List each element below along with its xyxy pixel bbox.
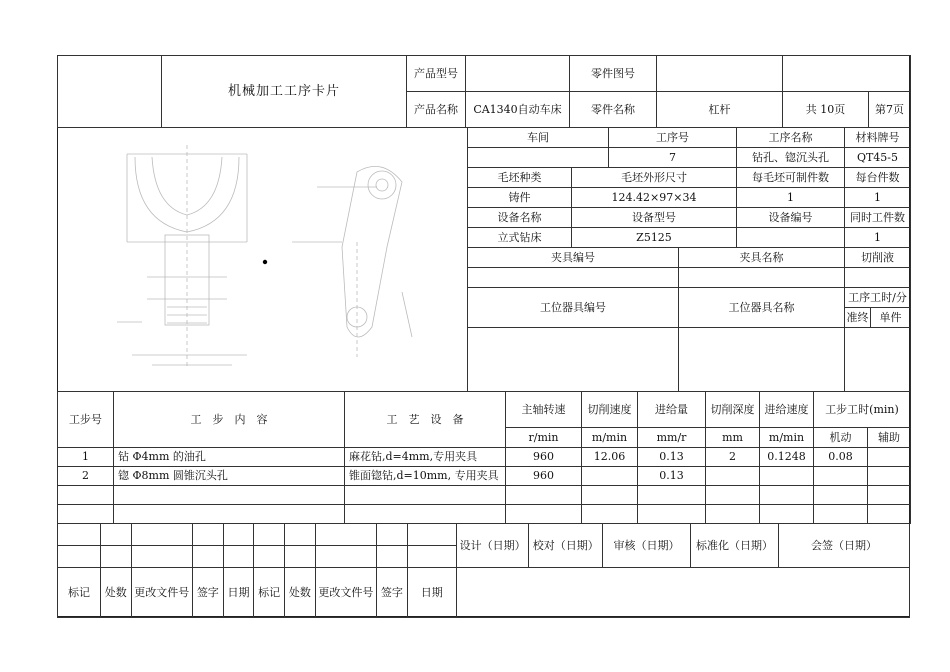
product-model-value <box>466 56 570 92</box>
logo-cell <box>58 56 162 128</box>
step-content: 锪 Φ8mm 圆锥沉头孔 <box>114 467 345 486</box>
equipment-name-label: 设备名称 <box>468 208 572 228</box>
table-row <box>58 486 911 505</box>
fixture-no-label: 夹具编号 <box>468 248 679 268</box>
machine-time-label: 机动 <box>814 428 868 448</box>
part-sketch <box>57 127 467 391</box>
review-date: 审核（日期） <box>603 524 691 568</box>
per-machine-label: 每台件数 <box>845 168 911 188</box>
steps-table <box>57 391 911 524</box>
signoff-blank <box>456 568 909 618</box>
equipment-model-label: 设备型号 <box>572 208 737 228</box>
feed-speed-unit: m/min <box>760 428 814 448</box>
rev-count-label: 处数 <box>285 568 316 618</box>
concurrent-label: 同时工件数 <box>845 208 911 228</box>
process-time-value <box>845 328 911 392</box>
rev-sign-label: 签字 <box>192 568 223 618</box>
coolant-label: 切削液 <box>845 248 911 268</box>
header-table <box>57 55 911 128</box>
process-info-table <box>467 127 911 392</box>
step-feed-speed <box>760 467 814 486</box>
step-feed: 0.13 <box>638 467 706 486</box>
step-cut-speed <box>582 467 638 486</box>
part-name-value: 杠杆 <box>657 92 783 128</box>
step-no: 2 <box>58 467 114 486</box>
rev-mark-label: 标记 <box>254 568 285 618</box>
step-content-header: 工 步 内 容 <box>114 392 345 448</box>
rev-change-doc-label: 更改文件号 <box>131 568 192 618</box>
station-tool-name-value <box>679 328 845 392</box>
per-blank-value: 1 <box>737 188 845 208</box>
process-time-label: 工序工时/分 <box>845 288 911 308</box>
step-aux-time <box>868 467 911 486</box>
process-name-label: 工序名称 <box>737 128 845 148</box>
blank-size-label: 毛坯外形尺寸 <box>572 168 737 188</box>
aux-time-label: 辅助 <box>868 428 911 448</box>
step-machine-time: 0.08 <box>814 448 868 467</box>
coolant-value <box>845 268 911 288</box>
step-aux-time <box>868 448 911 467</box>
check-date: 校对（日期） <box>529 524 603 568</box>
station-tool-no-label: 工位器具编号 <box>468 288 679 328</box>
cut-speed-unit: m/min <box>582 428 638 448</box>
feed-header: 进给量 <box>638 392 706 428</box>
station-tool-name-label: 工位器具名称 <box>679 288 845 328</box>
equipment-model-value: Z5125 <box>572 228 737 248</box>
step-cut-speed: 12.06 <box>582 448 638 467</box>
page-number: 第7页 <box>869 92 911 128</box>
per-machine-value: 1 <box>845 188 911 208</box>
prep-label: 准终 <box>845 308 871 328</box>
depth-unit: mm <box>706 428 760 448</box>
step-feed-speed: 0.1248 <box>760 448 814 467</box>
fixture-name-label: 夹具名称 <box>679 248 845 268</box>
spindle-header: 主轴转速 <box>506 392 582 428</box>
equipment-no-value <box>737 228 845 248</box>
step-equipment-header: 工 艺 设 备 <box>345 392 506 448</box>
step-equipment: 麻花钻,d=4mm,专用夹具 <box>345 448 506 467</box>
product-name-value: CA1340自动车床 <box>466 92 570 128</box>
rev-date-label: 日期 <box>223 568 254 618</box>
part-drawing-label: 零件图号 <box>570 56 657 92</box>
unit-label: 单件 <box>871 308 911 328</box>
step-machine-time <box>814 467 868 486</box>
total-pages: 共 10页 <box>783 92 869 128</box>
signoff-table <box>57 523 910 618</box>
header-blank <box>783 56 911 92</box>
step-time-header: 工步工时(min) <box>814 392 911 428</box>
material-label: 材料牌号 <box>845 128 911 148</box>
blank-type-label: 毛坯种类 <box>468 168 572 188</box>
feed-speed-header: 进给速度 <box>760 392 814 428</box>
table-row <box>58 467 911 486</box>
blank-type-value: 铸件 <box>468 188 572 208</box>
workshop-value <box>468 148 609 168</box>
rev-date-label: 日期 <box>407 568 456 618</box>
rev-sign-label: 签字 <box>377 568 408 618</box>
step-no-header: 工步号 <box>58 392 114 448</box>
step-content: 钻 Φ4mm 的油孔 <box>114 448 345 467</box>
standard-date: 标准化（日期） <box>691 524 779 568</box>
material-value: QT45-5 <box>845 148 911 168</box>
design-date: 设计（日期） <box>456 524 529 568</box>
fixture-no-value <box>468 268 679 288</box>
rev-mark-label: 标记 <box>58 568 101 618</box>
step-depth: 2 <box>706 448 760 467</box>
step-equipment: 锥面锪钻,d=10mm, 专用夹具 <box>345 467 506 486</box>
countersign-date: 会签（日期） <box>778 524 909 568</box>
equipment-name-value: 立式钻床 <box>468 228 572 248</box>
card-title: 机械加工工序卡片 <box>162 56 407 128</box>
step-depth <box>706 467 760 486</box>
process-name-value: 钻孔、锪沉头孔 <box>737 148 845 168</box>
step-spindle: 960 <box>506 448 582 467</box>
blank-size-value: 124.42×97×34 <box>572 188 737 208</box>
fixture-name-value <box>679 268 845 288</box>
process-no-label: 工序号 <box>609 128 737 148</box>
cut-depth-header: 切削深度 <box>706 392 760 428</box>
part-drawing-value <box>657 56 783 92</box>
station-tool-no-value <box>468 328 679 392</box>
feed-unit: mm/r <box>638 428 706 448</box>
spindle-unit: r/min <box>506 428 582 448</box>
workshop-label: 车间 <box>468 128 609 148</box>
concurrent-value: 1 <box>845 228 911 248</box>
table-row <box>58 448 911 467</box>
part-name-label: 零件名称 <box>570 92 657 128</box>
rev-change-doc-label: 更改文件号 <box>315 568 376 618</box>
product-name-label: 产品名称 <box>407 92 466 128</box>
product-model-label: 产品型号 <box>407 56 466 92</box>
step-spindle: 960 <box>506 467 582 486</box>
table-row <box>58 505 911 524</box>
per-blank-label: 每毛坯可制件数 <box>737 168 845 188</box>
step-feed: 0.13 <box>638 448 706 467</box>
process-no-value: 7 <box>609 148 737 168</box>
cut-speed-header: 切削速度 <box>582 392 638 428</box>
equipment-no-label: 设备编号 <box>737 208 845 228</box>
rev-count-label: 处数 <box>100 568 131 618</box>
step-no: 1 <box>58 448 114 467</box>
